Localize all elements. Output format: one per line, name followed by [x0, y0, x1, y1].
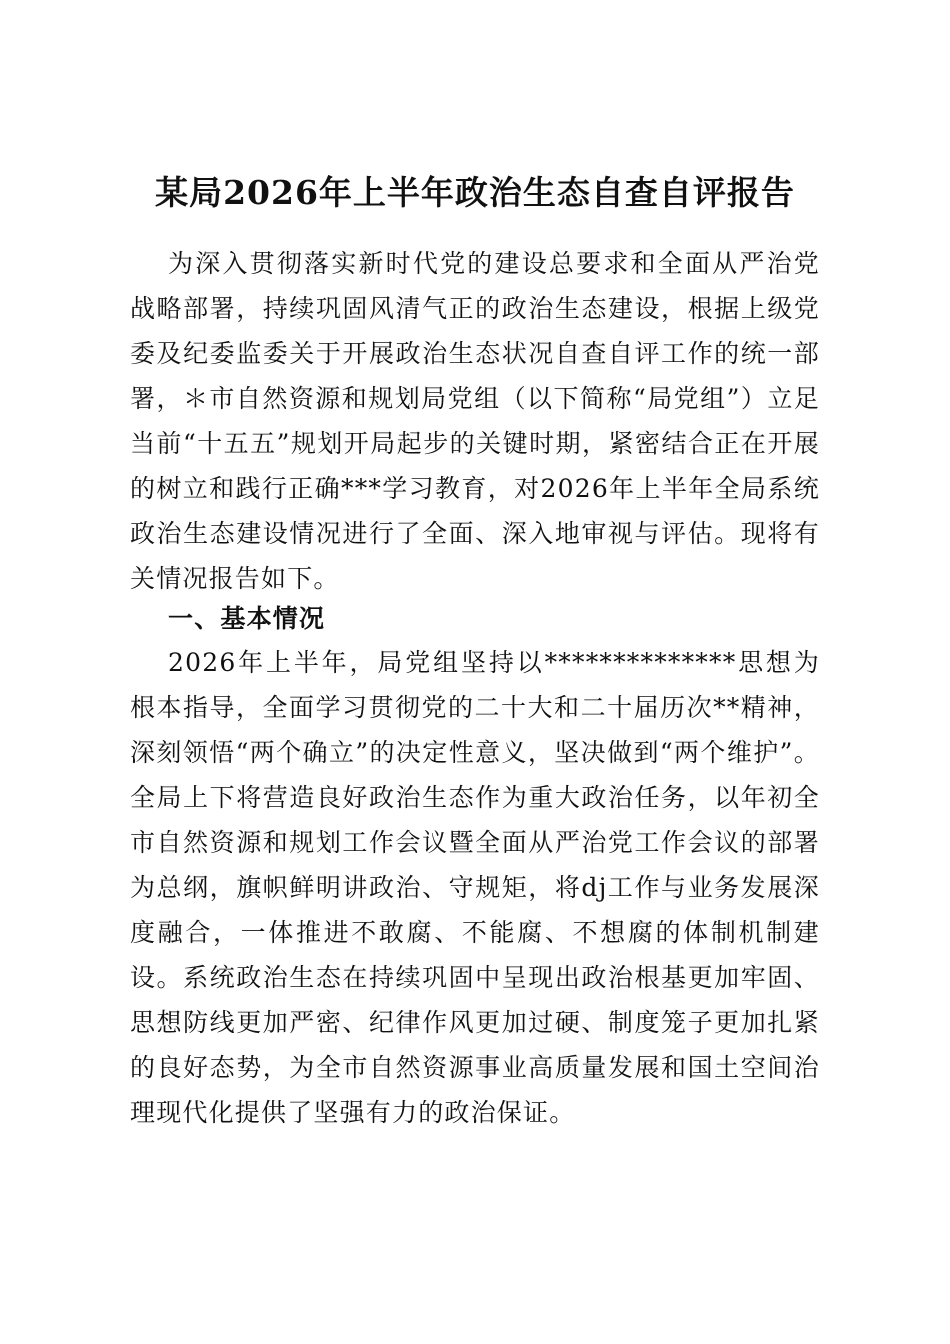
document-title: 某局2026年上半年政治生态自查自评报告 — [155, 173, 795, 212]
section-paragraph-basic-situation: 2026年上半年，局党组坚持以**************思想为根本指导，全面学习贯彻党的二十大和二十届历次**精神，深刻领悟“两个确立”的决定性意义，坚决做到“两个维护”。全局上下将营造良好政治生态作为重大政治任务，以年初全市自然资源和规划工作会议暨全面从严治党工作会议的部署为总纲，旗帜鲜明讲政治、守规矩，将dj工作与业务发展深度融合，一体推进不敢腐、不能腐、不想腐的体制机制建设。系统政治生态在持续巩固中呈现出政治根基更加牢固、思想防线更加严密、纪律作风更加过硬、制度笼子更加扎紧的良好态势，为全市自然资源事业高质量发展和国土空间治理现代化提供了坚强有力的政治保证。 — [130, 648, 820, 1127]
intro-paragraph: 为深入贯彻落实新时代党的建设总要求和全面从严治党战略部署，持续巩固风清气正的政治生态建设，根据上级党委及纪委监委关于开展政治生态状况自查自评工作的统一部署，＊市自然资源和规划局党组（以下简称“局党组”）立足当前“十五五”规划开局起步的关键时期，紧密结合正在开展的树立和践行正确***学习教育，对2026年上半年全局系统政治生态建设情况进行了全面、深入地审视与评估。现将有关情况报告如下。 — [130, 249, 820, 593]
section-heading-basic-situation: 一、基本情况 — [168, 604, 326, 633]
